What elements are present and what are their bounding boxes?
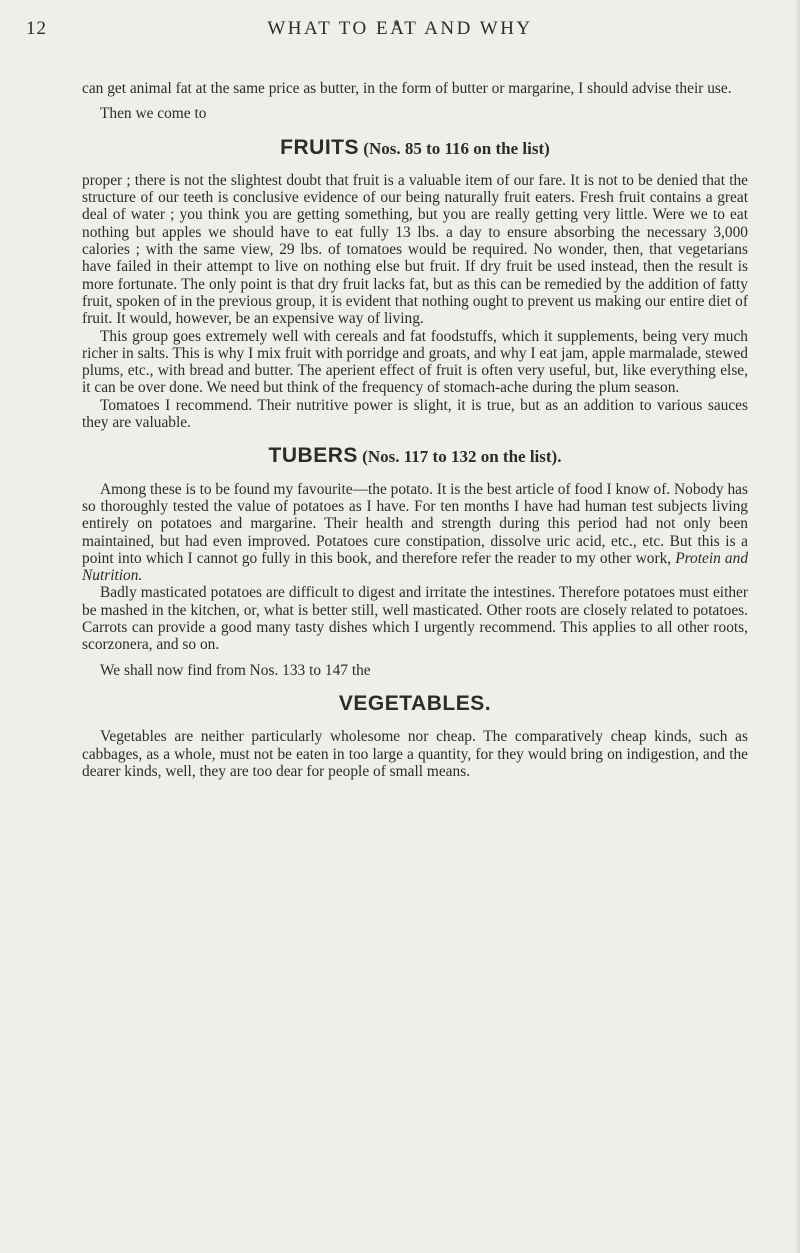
fruits-paragraph-3: Tomatoes I recommend. Their nutritive power is slight, it is true, but as an addition to various sauces they are valuable. <box>82 396 748 432</box>
fruits-heading-title: FRUITS <box>280 135 359 159</box>
vegetables-heading <box>82 691 748 715</box>
tubers-paragraph-2: Badly masticated potatoes are difficult to digest and irritate the intestines. Therefore potatoes must either be mashed in the kitchen, or, what is better still, well masticated. Other roots are closely related to potatoes. Carrots can provide a good many tasty dishes which I urgently recommend. This applies to all other roots, scorzonera, and so on. <box>82 584 748 654</box>
page-number: 12 <box>26 18 47 39</box>
intro-lead: Then we come to <box>100 105 207 123</box>
work-title: Protein and Nutrition. <box>82 549 749 585</box>
fruits-heading <box>82 135 748 159</box>
tubers-paragraph-1-text: Among these is to be found my favourite—the potato. It is the best article of food I know of. Nobody has so thoroughly tested the value of potatoes as I have. For ten months I have had human test subjects living entirely on potatoes and margarine. Their health and strength during this period had not only been maintained, but had even improved. Potatoes cure constipation, dissolve uric acid, etc., etc. But this is a point into which I cannot go fully in this book, and therefore refer the reader to my other work, <box>82 480 748 567</box>
tubers-heading <box>82 444 748 468</box>
tubers-heading-title: TUBERS <box>268 444 358 468</box>
page-edge-shadow <box>794 0 800 1253</box>
tubers-paragraph-3: We shall now find from Nos. 133 to 147 the <box>100 661 371 679</box>
vegetables-heading-title: VEGETABLES. <box>338 691 492 715</box>
fruits-heading-range: (Nos. 85 to 116 on the list) <box>363 138 550 158</box>
running-head <box>0 18 800 42</box>
page-body <box>82 80 748 780</box>
fruits-paragraph-2: This group goes extremely well with cereals and fat foodstuffs, which it supplements, being very much richer in salts. This is why I mix fruit with porridge and groats, and why I eat jam, apple marmalade, stewed plums, etc., with bread and butter. The aperient effect of fruit is often very useful, but, like everything else, it can be over done. We need but think of the frequency of stomach-ache during the plum season. <box>82 327 748 397</box>
intro-paragraph: can get animal fat at the same price as butter, in the form of butter or margarine, I should advise their use. <box>82 80 732 97</box>
tubers-heading-range: (Nos. 117 to 132 on the list). <box>362 447 562 467</box>
tubers-paragraph-1 <box>82 481 748 585</box>
fruits-paragraph-1: proper ; there is not the slightest doubt that fruit is a valuable item of our fare. It is not to be denied that the structure of our teeth is conclusive evidence of our being naturally fruit eaters. Fresh fruit contains a great deal of water ; you think you are getting something, but you are really getting very little. Were we to eat nothing but apples we should have to eat fully 13 lbs. a day to ensure absorbing the necessary 3,000 calories ; with the same view, 29 lbs. of tomatoes would be required. No wonder, then, that vegetarians have failed in their attempt to live on nothing else but fruit. If dry fruit be used instead, then the result is more fortunate. The only point is that dry fruit lacks fat, but as this can be remedied by the addition of fatty fruit, spoken of in the previous group, it is evident that nothing ought to prevent us making our entire diet of fruit. It would, however, be an expensive way of living. <box>82 171 748 328</box>
book-title: WHAT TO EAT AND WHY <box>267 18 533 39</box>
vegetables-paragraph-1: Vegetables are neither particularly wholesome nor cheap. The comparatively cheap kinds, such as cabbages, as a whole, must not be eaten in too large a quantity, for they would bring on indigestion, and the dearer kinds, well, they are too dear for people of small means. <box>82 728 748 780</box>
